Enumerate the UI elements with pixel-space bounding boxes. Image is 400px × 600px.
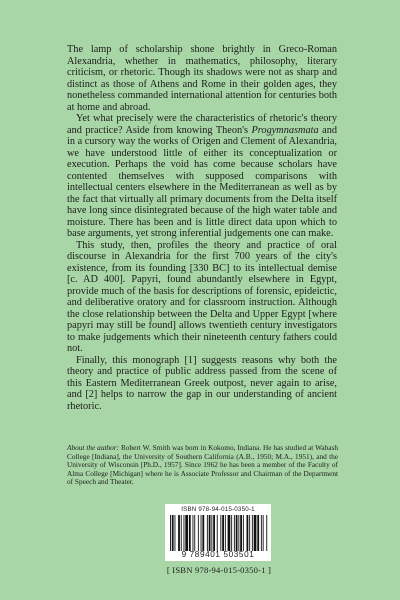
isbn-top: ISBN 978-94-015-0350-1 [181,506,255,513]
blurb-paragraph-4 [67,355,337,413]
blurb-text: and in a cursory way the works of Origen and Clement of Alexandria, we have understood little of either its conceptualization or execution. Perhaps the void has come because scholars have contented themselves with supposed comparisons with intellectual centers elsewhere in the Mediterranean as well as by the fact that virtually all primary documents from the Delta itself have long since disintegrated because of the high water table and moisture. There has been and is little direct data upon which to base arguments, yet strong inferential judgements one can make. [67,124,337,239]
blurb-text: Finally, this monograph [1] suggests reasons why both the theory and practice of public address passed from the scene of this Eastern Mediterranean Greek outpost, never again to arise, and [2] helps to narrow the gap in our understanding of ancient rhetoric. [67,354,337,412]
blurb-text: The lamp of scholarship shone brightly in Greco-Roman Alexandria, whether in mathematics, philosophy, literary criticism, or rhetoric. Though its shadows were not as sharp and distinct as those of Athens and Rome in their golden ages, they nonetheless commanded international attention for centuries both at home and abroad. [67,44,337,113]
about-text: Robert W. Smith was born in Kokomo, Indiana. He has studied at Wabash College [Indiana], the University of Southern California (A.B., 1950; M.A., 1951), and the University of Wisconsin [Ph.D., 1957]. Since 1962 he has been a member of the Faculty of Alma College [Michigan] where he is Associate Professor and Chairman of the Department of Speech and Theater. [67,443,338,487]
isbn-bottom: [ ISBN 978-94-015-0350-1 ] [166,565,272,575]
barcode-box [165,504,271,561]
blurb-paragraph-2 [67,113,337,240]
book-title-italic: Progymnasmata [251,124,319,136]
about-label: About the author: [67,443,120,452]
blurb-paragraph-1 [67,44,337,113]
barcode-bars [170,515,268,551]
blurb-text: This study, then, profiles the theory and practice of oral discourse in Alexandria for the first 700 years of the city's existence, from its founding [330 BC] to its intellectual demise [c. AD 400]. Papyri, found abundantly elsewhere in Egypt, provide much of the basis for descriptions of forensic, epideictic, and deliberative oratory and for classroom instruction. Although the close relationship between the Delta and Upper Egypt [where papyri may still be found] allows twentieth century investigators to make judgements which their nineteenth century fathers could not. [67,239,337,354]
about-the-author [67,444,338,487]
blurb-paragraph-3 [67,240,337,355]
blurb-text: Yet what precisely were the characteristics of rhetoric's theory and practice? Aside from knowing Theon's [67,113,337,136]
barcode-digits: 9 789401 503501 [181,550,255,559]
back-cover-blurb [67,44,337,412]
